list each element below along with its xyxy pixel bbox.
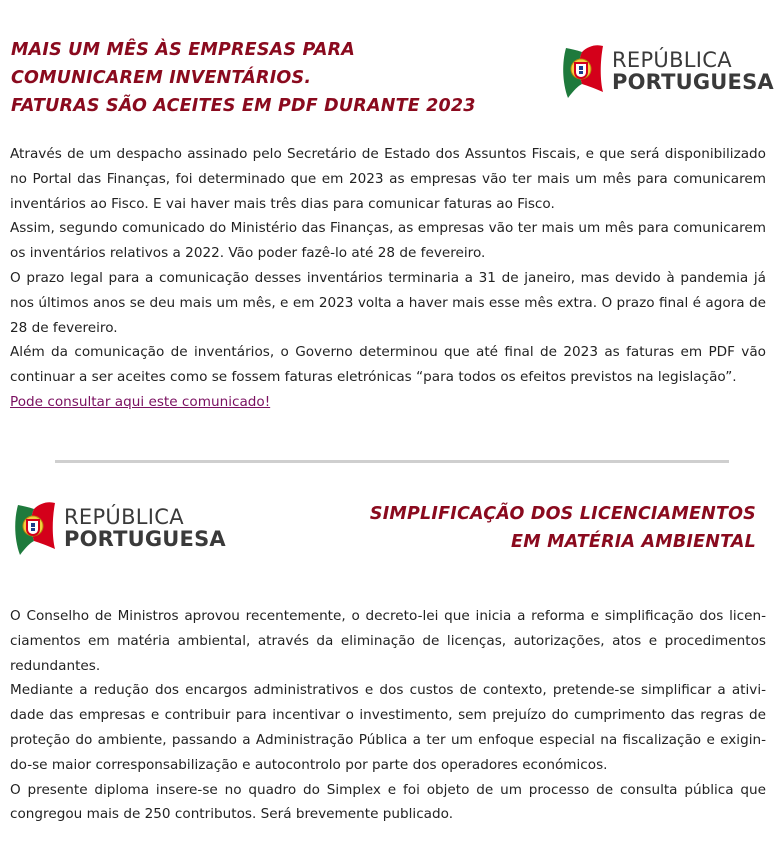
paragraph: Além da comunicação de inventários, o Governo determinou que até final de 2023 as faturas em PDF vão continuar a ser aceites como se fossem faturas eletrónicas “para todos os efeitos previstos na legislação”. xyxy=(10,344,766,386)
article-inventories-headline xyxy=(11,36,551,120)
portugal-flag-emblem-icon xyxy=(560,42,604,100)
logo-text-line1: REPÚBLICA xyxy=(612,48,732,72)
republica-portuguesa-logo xyxy=(560,42,774,100)
article-inventories-body xyxy=(10,142,766,415)
paragraph: O Conselho de Ministros aprovou recentemente, o decreto-lei que inicia a reforma e simplificação dos licenciamentos em matéria ambiental, através da eliminação de licenças, autorizações, atos e procedimentos redundantes. xyxy=(10,608,766,674)
communique-link[interactable]: Pode consultar aqui este comunicado! xyxy=(10,393,271,410)
republica-portuguesa-logo xyxy=(12,499,226,557)
article-environmental-licensing xyxy=(0,480,775,847)
logo-text-line2: PORTUGUESA xyxy=(64,527,226,551)
paragraph: Assim, segundo comunicado do Ministério das Finanças, as empresas vão ter mais um mês para comunicarem os inventários relativos a 2022. Vão poder fazê-lo até 28 de fevereiro. xyxy=(10,220,766,262)
paragraph: Através de um despacho assinado pelo Secretário de Estado dos Assuntos Fiscais, e que será disponibilizado no Portal das Finanças, foi determinado que em 2023 as empresas vão ter mais um mês para comunicarem inventários ao Fisco. E vai haver mais três dias para comunicar faturas ao Fisco. xyxy=(10,146,766,212)
logo-text-line1: REPÚBLICA xyxy=(64,505,184,529)
section-divider xyxy=(55,460,729,463)
logo-text-line2: PORTUGUESA xyxy=(612,70,774,94)
headline-line: COMUNICAREM INVENTÁRIOS. xyxy=(11,68,312,88)
portugal-flag-emblem-icon xyxy=(12,499,56,557)
article-environmental-headline xyxy=(296,500,756,556)
headline-line: FATURAS SÃO ACEITES EM PDF DURANTE 2023 xyxy=(11,96,476,116)
headline-line: EM MATÉRIA AMBIENTAL xyxy=(511,532,756,552)
paragraph: O presente diploma insere-se no quadro do Simplex e foi objeto de um processo de consulta pública que congregou mais de 250 contributos. Será brevemente publicado. xyxy=(10,781,766,823)
headline-line: SIMPLIFICAÇÃO DOS LICENCIAMENTOS xyxy=(369,504,756,524)
article-environmental-body xyxy=(10,604,766,827)
paragraph: Mediante a redução dos encargos administrativos e dos custos de contexto, pretende-se simplificar a atividade das empresas e contribuir para incentivar o investimento, sem prejuízo do cumprimento das regras de proteção do ambiente, passando a Administração Pública a ter um enfoque especial na fiscalização e exigindo-se maior corresponsabilização e autocontrolo por parte dos operadores económicos. xyxy=(10,682,766,773)
headline-line: MAIS UM MÊS ÀS EMPRESAS PARA xyxy=(11,40,356,60)
paragraph: O prazo legal para a comunicação desses inventários terminaria a 31 de janeiro, mas devido à pandemia já nos últimos anos se deu mais um mês, e em 2023 volta a haver mais esse mês extra. O prazo final é agora de 28 de fevereiro. xyxy=(10,269,766,336)
